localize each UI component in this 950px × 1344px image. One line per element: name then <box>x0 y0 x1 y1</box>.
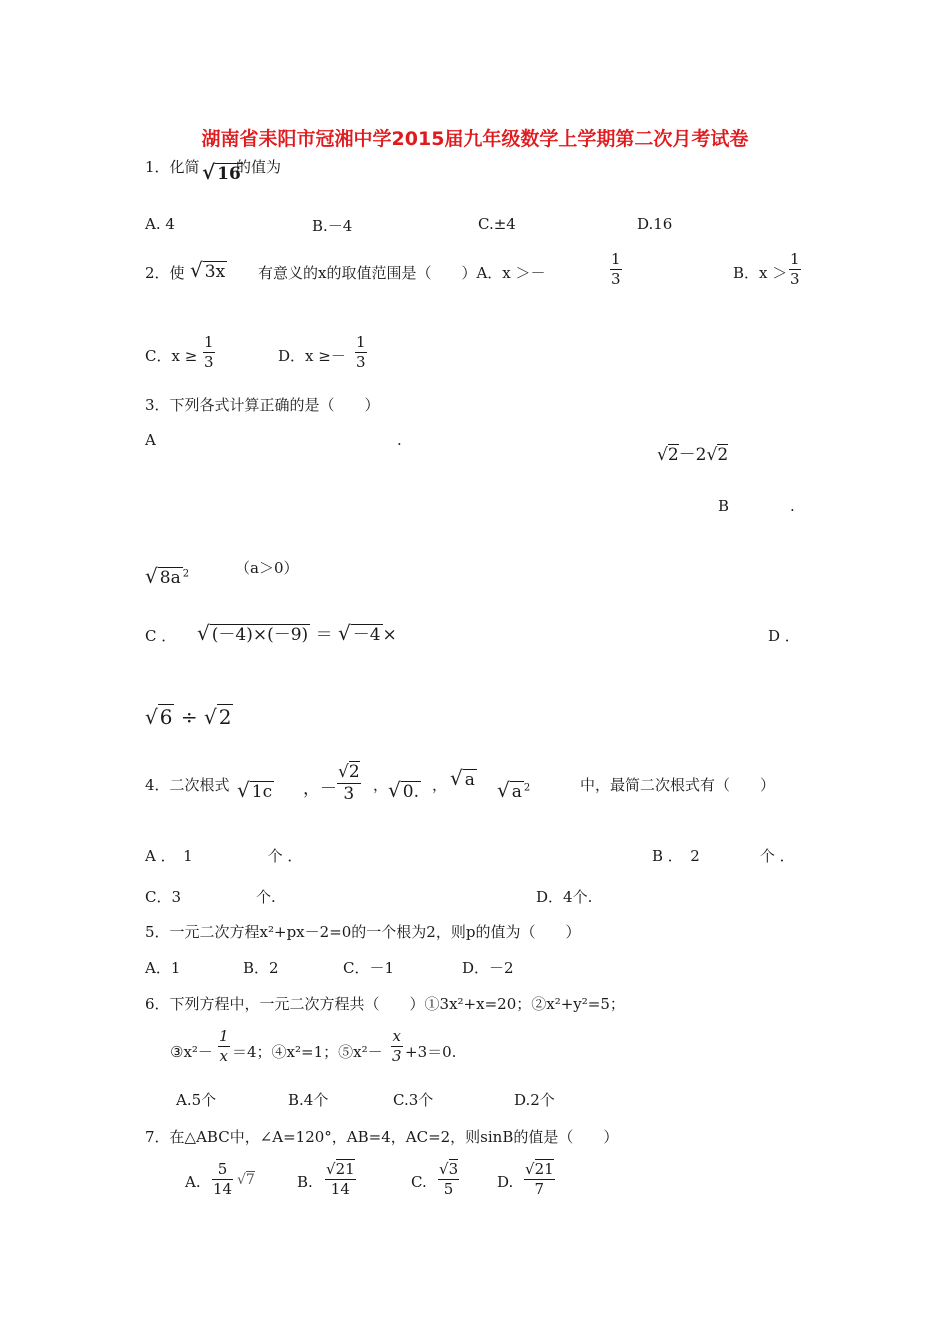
q5-option-c: C．－1 <box>343 959 395 977</box>
q1-radicand: 16 <box>217 164 241 184</box>
q6-line2-a: ③x²－ <box>170 1043 213 1061</box>
q3-expr-a: √2－2√2 <box>657 445 729 465</box>
q3-dot-a: . <box>397 431 402 449</box>
q4-radical-5: √ a $^2$ <box>497 778 531 802</box>
q7-option-b-fraction: √21 14 <box>326 1160 355 1198</box>
q5-option-b: B．2 <box>243 959 279 977</box>
q1-option-c: C.±4 <box>478 215 516 233</box>
q6-option-b: B.4个 <box>288 1091 329 1109</box>
q4-suffix: 中，最简二次根式有（ ） <box>580 776 776 794</box>
q2-prefix: 2．使 <box>145 264 185 282</box>
q1-prefix: 1．化简 <box>145 158 200 176</box>
page-title: 湖南省耒阳市冠湘中学2015届九年级数学上学期第二次月考试卷 <box>201 128 749 150</box>
q4-option-d: D．4个. <box>536 888 593 906</box>
q2-fraction-b: 1 3 <box>790 250 800 288</box>
q3-label-d: D ． <box>768 627 800 645</box>
q7-option-b-label: B. <box>297 1173 313 1191</box>
q2-fraction-d: 1 3 <box>356 333 366 371</box>
q4-option-c: C．3 个. <box>145 888 276 906</box>
q3-expr-d: √ 6 ÷ √ 2 <box>145 705 232 729</box>
q6-option-c: C.3个 <box>393 1091 434 1109</box>
q7-option-d-label: D. <box>497 1173 514 1191</box>
q6-option-a: A.5个 <box>176 1091 217 1109</box>
q7-option-d-fraction: √21 7 <box>525 1160 554 1198</box>
q6-stem: 6．下列方程中，一元二次方程共（ ）①3x²+x=20；②x²+y²=5； <box>145 995 625 1013</box>
q4-prefix: 4．二次根式 <box>145 776 230 794</box>
q7-option-c-fraction: √3 5 <box>439 1160 459 1198</box>
q3-label-c: C ． <box>145 627 177 645</box>
q1-suffix: 的值为 <box>236 158 282 176</box>
q3-stem: 3．下列各式计算正确的是（ ） <box>145 396 380 414</box>
q6-option-d: D.2个 <box>514 1091 555 1109</box>
q3-dot-b: . <box>790 497 795 515</box>
q4-option-a: A ． 1 个 ． <box>145 847 303 865</box>
q2-fraction-a: 1 3 <box>611 250 621 288</box>
q5-option-d: D．－2 <box>462 959 514 977</box>
q4-fraction: √2 3 <box>338 762 360 804</box>
q1-option-d: D.16 <box>637 215 673 233</box>
q7-option-c-label: C. <box>411 1173 427 1191</box>
q3-expr-c: √ (－4)×(－9) ＝ √ －4 × <box>197 621 397 645</box>
q3-label-a: A <box>145 431 156 449</box>
q7-option-a-label: A. <box>185 1173 201 1191</box>
q4-sep-1: ，－ <box>303 779 337 799</box>
q3-expr-b: √ 8a $^2$ <box>145 564 190 588</box>
q6-fraction-2: x 3 <box>392 1027 402 1065</box>
q4-radical-4: √ a <box>450 766 475 790</box>
q4-option-b: B ． 2 个 ． <box>652 847 795 865</box>
q6-fraction-1: 1 x <box>219 1027 229 1065</box>
q2-radicand: 3x <box>204 262 226 282</box>
q2-option-b: B．x ＞ <box>733 264 788 282</box>
q7-option-a-tail: √7 <box>237 1172 255 1188</box>
q1-radical: √ 16 <box>202 160 241 184</box>
q4-radical-1: √ 1c <box>237 778 273 802</box>
q5-option-a: A．1 <box>145 959 181 977</box>
q5-stem: 5．一元二次方程x²+px－2=0的一个根为2，则p的值为（ ） <box>145 923 581 941</box>
q2-suffix: 有意义的x的取值范围是（ ）A．x ＞－ <box>258 264 546 282</box>
q2-option-d: D．x ≥－ <box>278 347 346 365</box>
q6-line2-b: ＝4；④x²=1；⑤x²－ <box>232 1043 383 1061</box>
q1-option-b: B.－4 <box>312 217 353 235</box>
q2-radical: √ 3x <box>190 258 226 282</box>
q6-line2-c: +3＝0. <box>405 1043 457 1061</box>
q4-sep-2: ， <box>373 776 389 794</box>
q1-option-a: A. 4 <box>145 215 175 233</box>
q2-fraction-c: 1 3 <box>204 333 214 371</box>
q2-option-c: C．x ≥ <box>145 347 198 365</box>
q3-condition-b: （a＞0） <box>235 559 299 577</box>
q7-option-a-fraction: 5 14 <box>213 1160 233 1198</box>
q7-stem: 7．在△ABC中，∠A=120°，AB=4，AC=2，则sinB的值是（ ） <box>145 1128 619 1146</box>
q4-sep-3: ， <box>432 776 448 794</box>
q4-radical-3: √ 0. <box>388 778 419 802</box>
q3-label-b: B <box>718 497 730 515</box>
